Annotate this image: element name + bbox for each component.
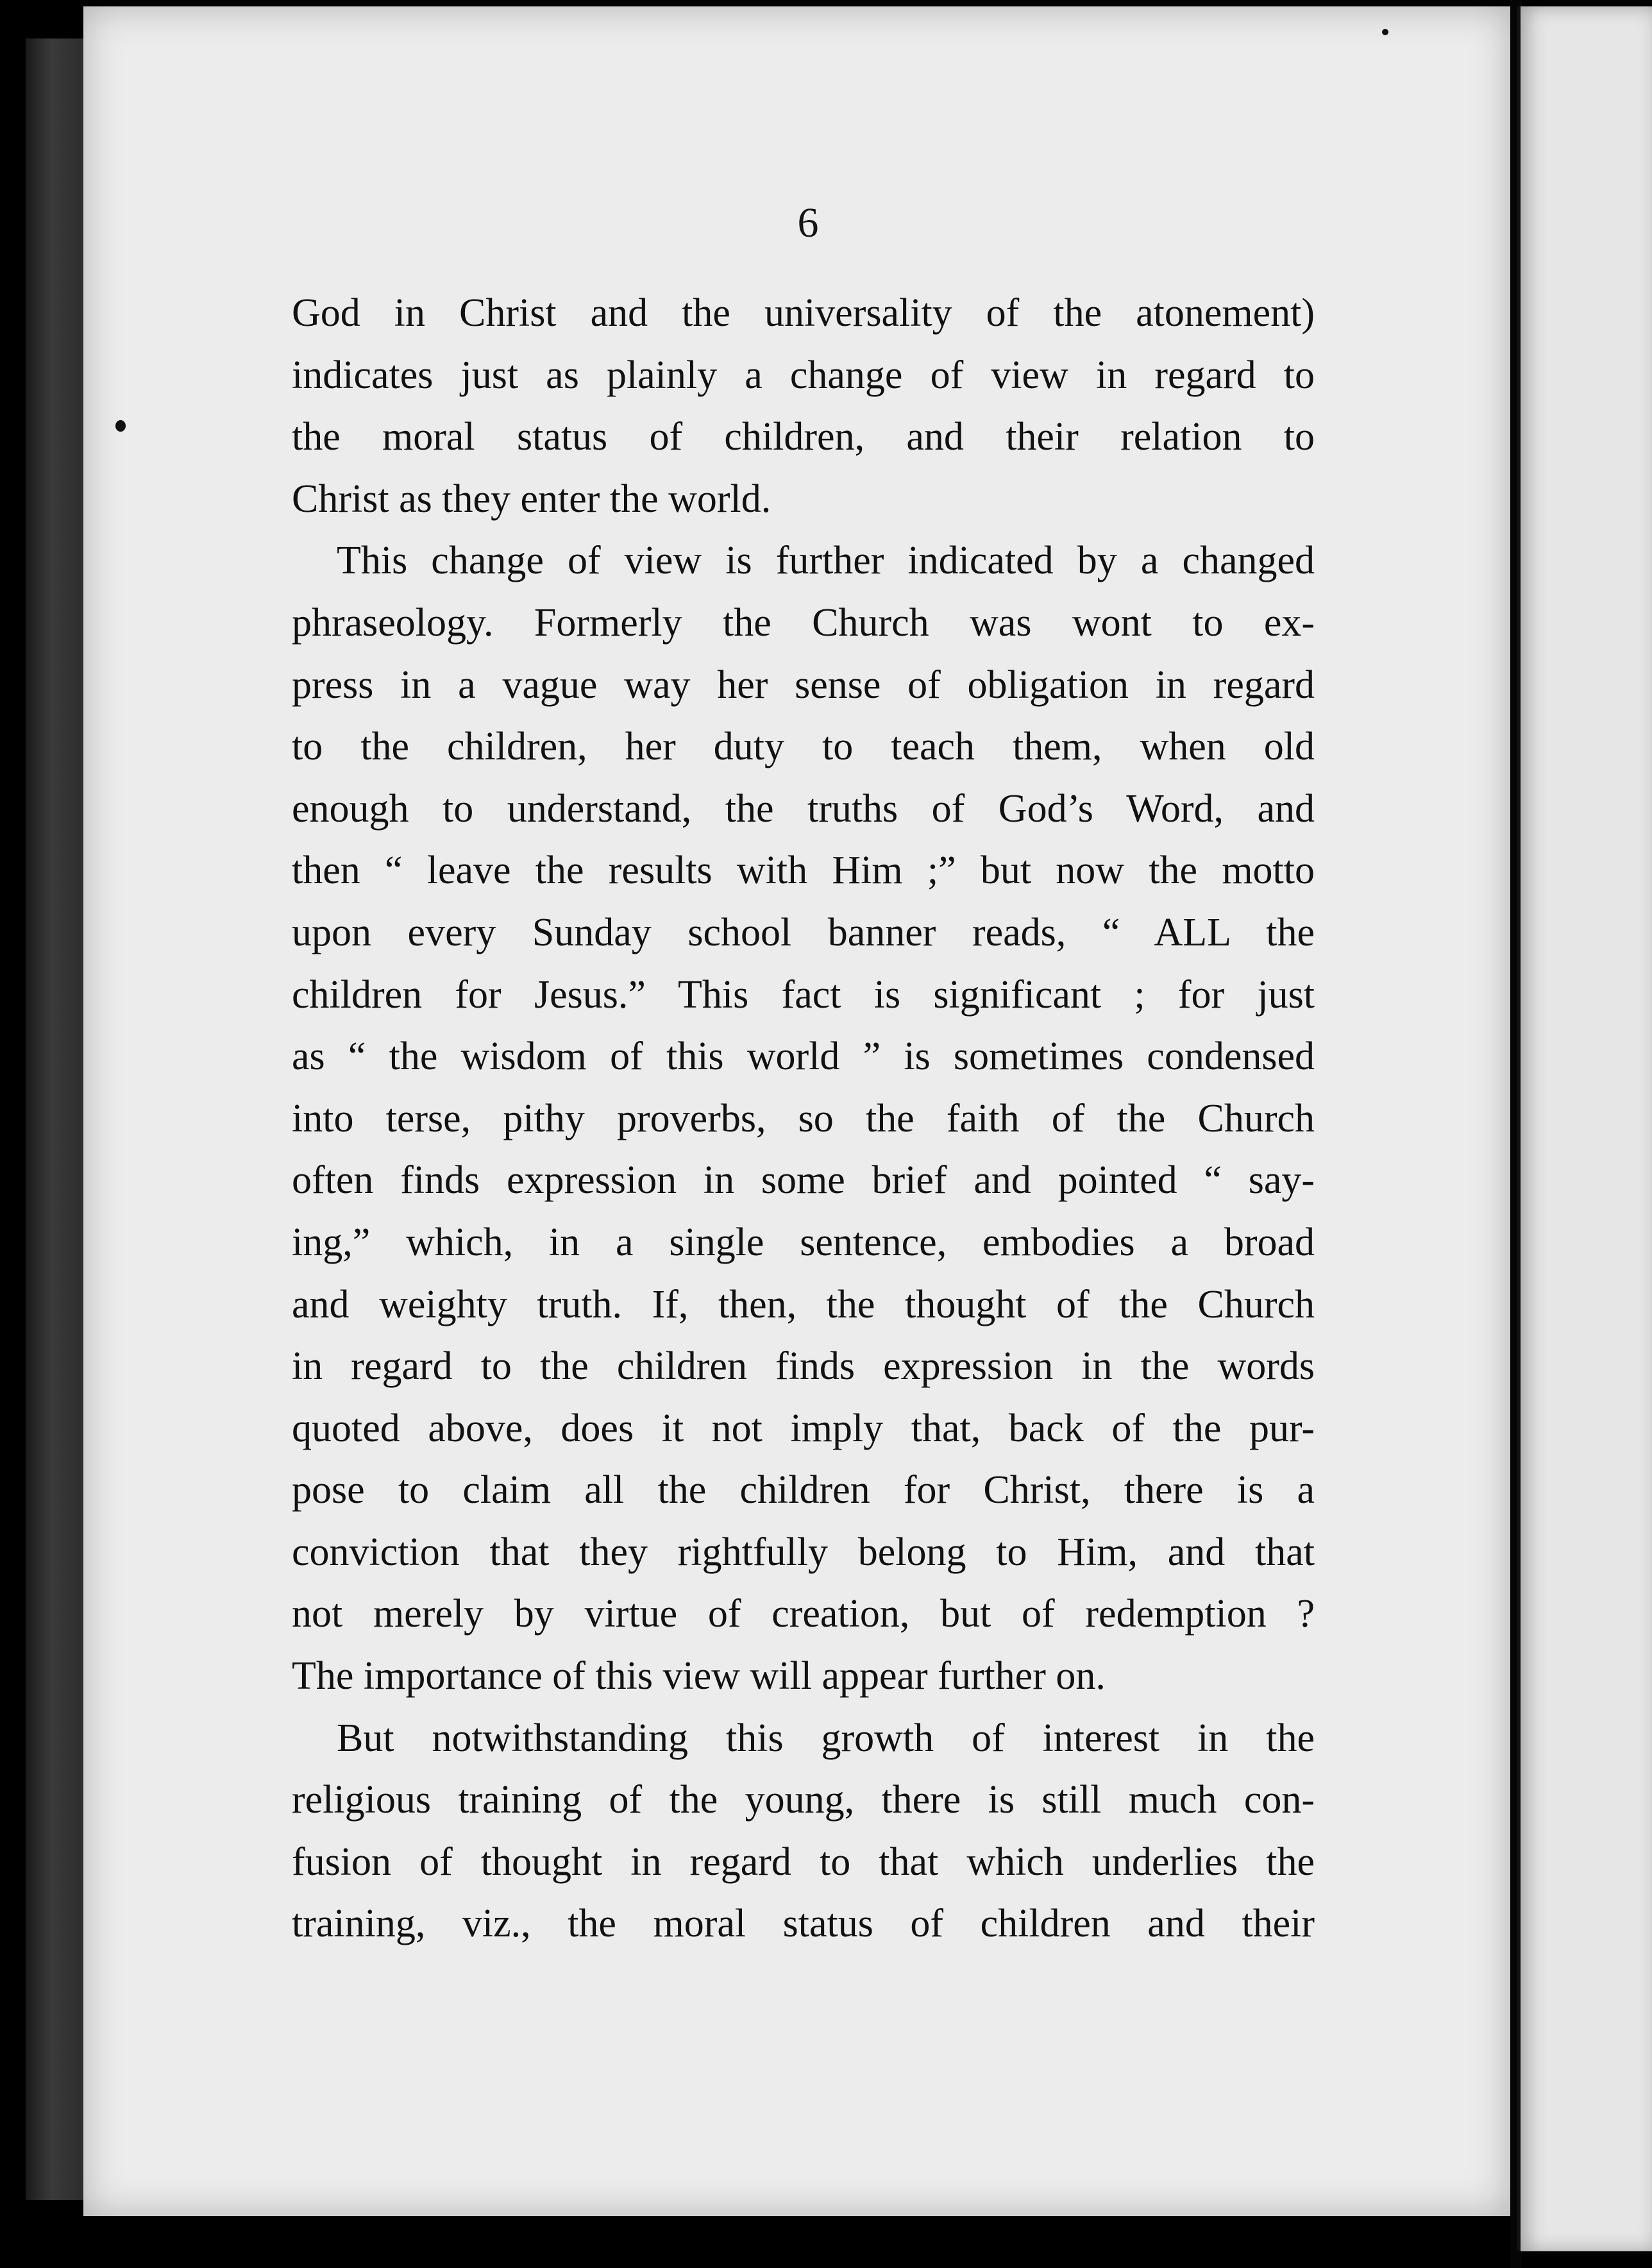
text-line: upon every Sunday school banner reads, “ ALL the: [292, 910, 1315, 954]
page-number: 6: [797, 199, 819, 246]
body-text: [292, 282, 1315, 1955]
text-line: This change of view is further indicated by a changed: [337, 539, 1315, 583]
text-line: not merely by virtue of creation, but of redemption ?: [292, 1592, 1315, 1636]
text-line: quoted above, does it not imply that, back of the pur-: [292, 1406, 1315, 1450]
text-line: ing,” which, in a single sentence, embodies a broad: [292, 1220, 1315, 1264]
text-line: as “ the wisdom of this world ” is sometimes condensed: [292, 1035, 1315, 1079]
ink-speck: [1382, 29, 1388, 35]
text-line: often finds expression in some brief and pointed “ say-: [292, 1158, 1315, 1203]
text-line: then “ leave the results with Him ;” but now the motto: [292, 849, 1315, 893]
book-cover-edge: [26, 38, 90, 2200]
text-line: God in Christ and the universality of the atonement): [292, 291, 1315, 335]
ink-speck: [115, 420, 126, 432]
text-line: phraseology. Formerly the Church was wont to ex-: [292, 600, 1315, 645]
text-line: indicates just as plainly a change of view in regard to: [292, 353, 1315, 397]
text-line: into terse, pithy proverbs, so the faith of the Church: [292, 1096, 1315, 1140]
text-line: Christ as they enter the world.: [292, 477, 771, 521]
text-line: religious training of the young, there is still much con-: [292, 1778, 1315, 1822]
text-line: fusion of thought in regard to that which underlies the: [292, 1840, 1315, 1884]
text-line: The importance of this view will appear further on.: [292, 1654, 1106, 1698]
text-line: children for Jesus.” This fact is significant ; for just: [292, 972, 1315, 1017]
text-line: training, viz., the moral status of children and their: [292, 1902, 1315, 1946]
text-line: pose to claim all the children for Christ, there is a: [292, 1468, 1315, 1512]
text-line: to the children, her duty to teach them, when old: [292, 725, 1315, 769]
text-line: and weighty truth. If, then, the thought of the Church: [292, 1282, 1315, 1326]
text-line: enough to understand, the truths of God’s Word, and: [292, 786, 1315, 831]
text-line: But notwithstanding this growth of interest in the: [337, 1716, 1315, 1760]
text-line: press in a vague way her sense of obligation in regard: [292, 663, 1315, 707]
text-line: conviction that they rightfully belong to Him, and that: [292, 1530, 1315, 1574]
adjacent-page: [1517, 6, 1652, 2251]
text-line: in regard to the children finds expression in the words: [292, 1344, 1315, 1389]
text-line: the moral status of children, and their relation to: [292, 415, 1315, 459]
